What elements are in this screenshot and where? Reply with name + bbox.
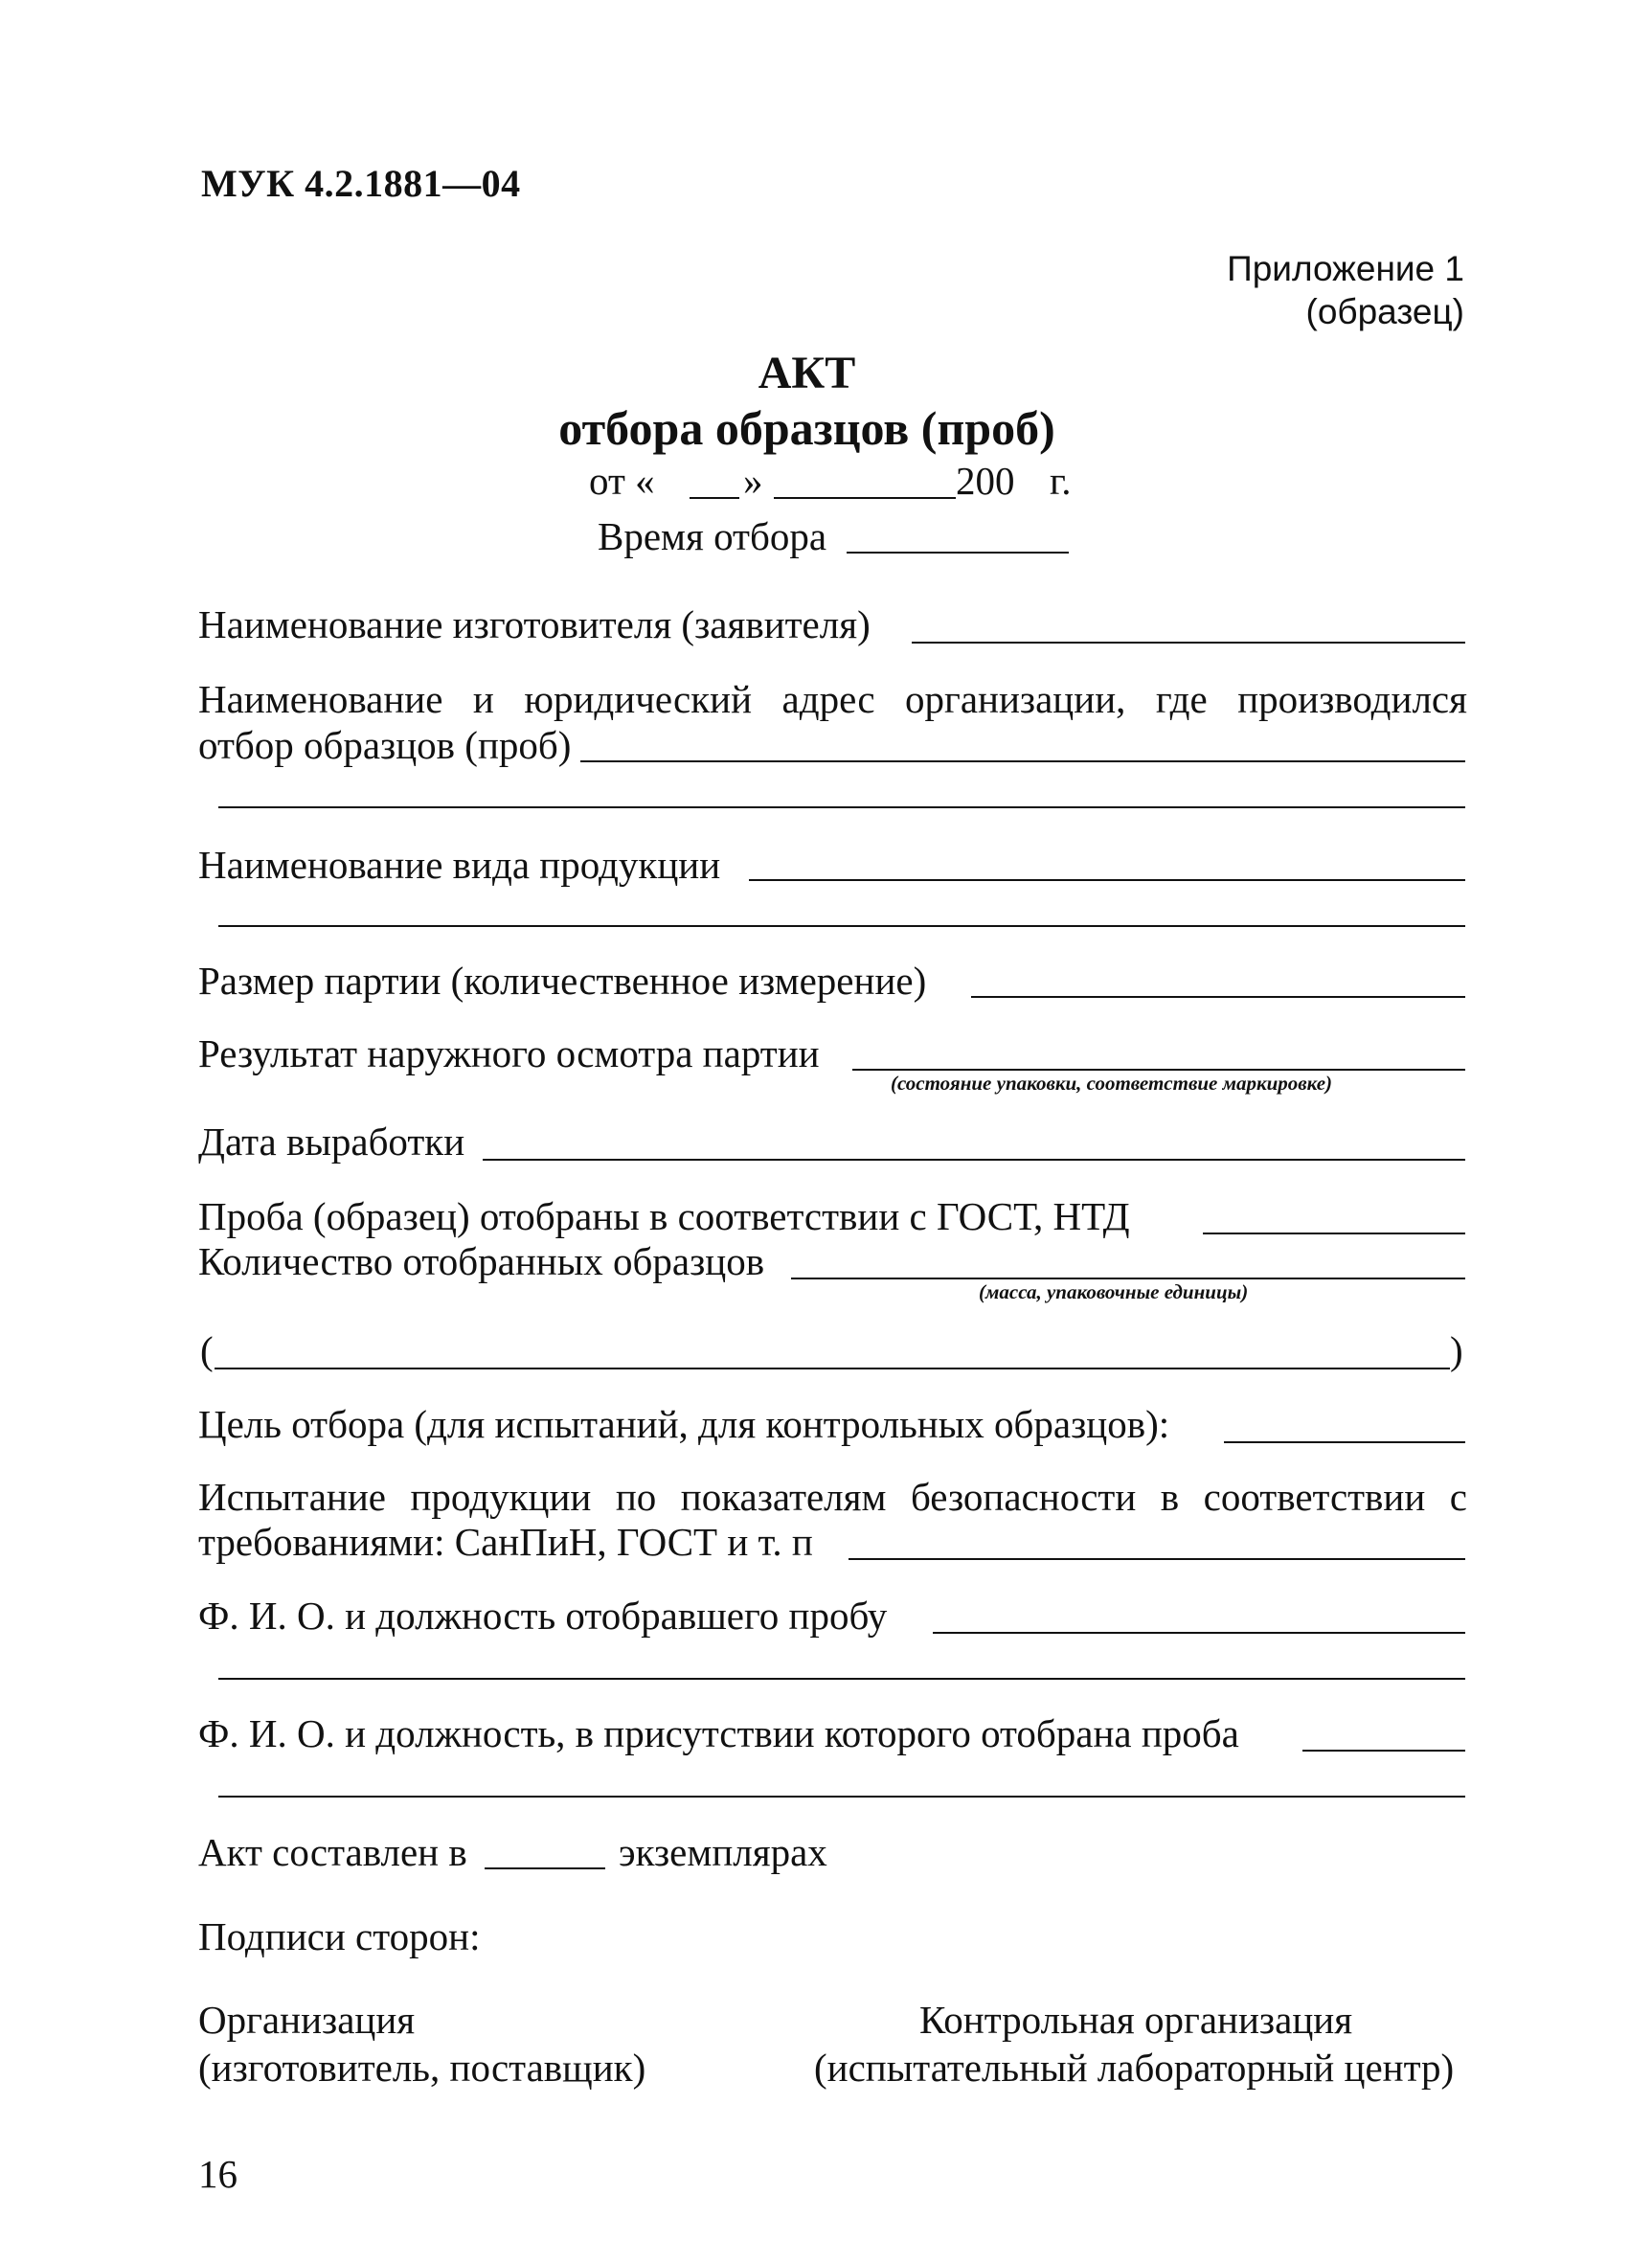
- time-label: Время отбора: [598, 514, 827, 558]
- batch-size-label: Размер партии (количественное измерение): [198, 959, 927, 1003]
- paren-close: ): [1450, 1328, 1463, 1372]
- sampled-per-blank[interactable]: [1203, 1233, 1465, 1234]
- copies-suffix: экземплярах: [619, 1830, 827, 1874]
- testing-label-line2: требованиями: СанПиН, ГОСТ и т. п: [198, 1520, 813, 1564]
- party-right-line2: (испытательный лабораторный центр): [814, 2046, 1455, 2090]
- batch-size-blank[interactable]: [971, 996, 1465, 998]
- sample-count-blank[interactable]: [791, 1278, 1465, 1279]
- document-code: МУК 4.2.1881—04: [201, 162, 521, 205]
- paren-open: (: [200, 1328, 214, 1372]
- date-year: 200: [956, 459, 1015, 503]
- sampler-blank-1[interactable]: [933, 1632, 1465, 1634]
- manufacturer-blank[interactable]: [912, 642, 1465, 644]
- date-day-blank[interactable]: [690, 497, 739, 499]
- sampled-per-label: Проба (образец) отобраны в соответствии с ГОСТ, НТД: [198, 1194, 1130, 1238]
- party-right-line1: Контрольная организация: [919, 1998, 1353, 2042]
- page-number: 16: [198, 2152, 238, 2196]
- sampler-blank-2[interactable]: [218, 1678, 1465, 1680]
- sampler-label: Ф. И. О. и должность отобравшего пробу: [198, 1594, 888, 1638]
- appendix-note: [1227, 247, 1464, 333]
- signatures-label: Подписи сторон:: [198, 1914, 481, 1958]
- appendix-sample-label: (образец): [1305, 292, 1464, 332]
- sample-count-hint: (масса, упаковочные единицы): [979, 1280, 1249, 1303]
- product-type-blank-2[interactable]: [218, 925, 1465, 927]
- org-address-blank-2[interactable]: [218, 806, 1465, 808]
- time-blank[interactable]: [847, 552, 1069, 554]
- production-date-blank[interactable]: [483, 1159, 1465, 1161]
- testing-blank[interactable]: [849, 1558, 1465, 1560]
- party-left-line1: Организация: [198, 1998, 416, 2042]
- testing-label-line1: Испытание продукции по показателям безопасности в соответствии с: [198, 1475, 1467, 1519]
- product-type-blank-1[interactable]: [749, 879, 1465, 881]
- org-address-label-line2: отбор образцов (проб): [198, 723, 572, 767]
- act-title: АКТ: [758, 348, 856, 398]
- appendix-label: Приложение 1: [1227, 249, 1464, 288]
- witness-blank-1[interactable]: [1302, 1750, 1465, 1752]
- purpose-blank[interactable]: [1224, 1441, 1465, 1443]
- inspection-hint: (состояние упаковки, соответствие маркировке): [891, 1072, 1333, 1095]
- org-address-label-line1: Наименование и юридический адрес организации, где производился: [198, 677, 1467, 721]
- date-prefix: от «: [589, 459, 655, 503]
- sample-count-label: Количество отобранных образцов: [198, 1239, 765, 1283]
- inspection-blank[interactable]: [852, 1069, 1465, 1071]
- product-type-label: Наименование вида продукции: [198, 843, 721, 887]
- parenthesized-blank[interactable]: [215, 1368, 1450, 1369]
- org-address-blank-1[interactable]: [580, 760, 1465, 762]
- purpose-label: Цель отбора (для испытаний, для контрольных образцов):: [198, 1402, 1170, 1446]
- production-date-label: Дата выработки: [198, 1120, 465, 1164]
- copies-prefix: Акт составлен в: [198, 1830, 467, 1874]
- inspection-label: Результат наружного осмотра партии: [198, 1031, 820, 1075]
- date-suffix: г.: [1050, 459, 1072, 503]
- copies-blank[interactable]: [485, 1867, 605, 1869]
- manufacturer-label: Наименование изготовителя (заявителя): [198, 602, 871, 646]
- witness-label: Ф. И. О. и должность, в присутствии которого отобрана проба: [198, 1711, 1239, 1755]
- party-left-line2: (изготовитель, поставщик): [198, 2046, 646, 2090]
- date-month-blank[interactable]: [774, 497, 956, 499]
- witness-blank-2[interactable]: [218, 1796, 1465, 1798]
- date-mid: »: [743, 459, 763, 503]
- act-subtitle: отбора образцов (проб): [558, 401, 1055, 455]
